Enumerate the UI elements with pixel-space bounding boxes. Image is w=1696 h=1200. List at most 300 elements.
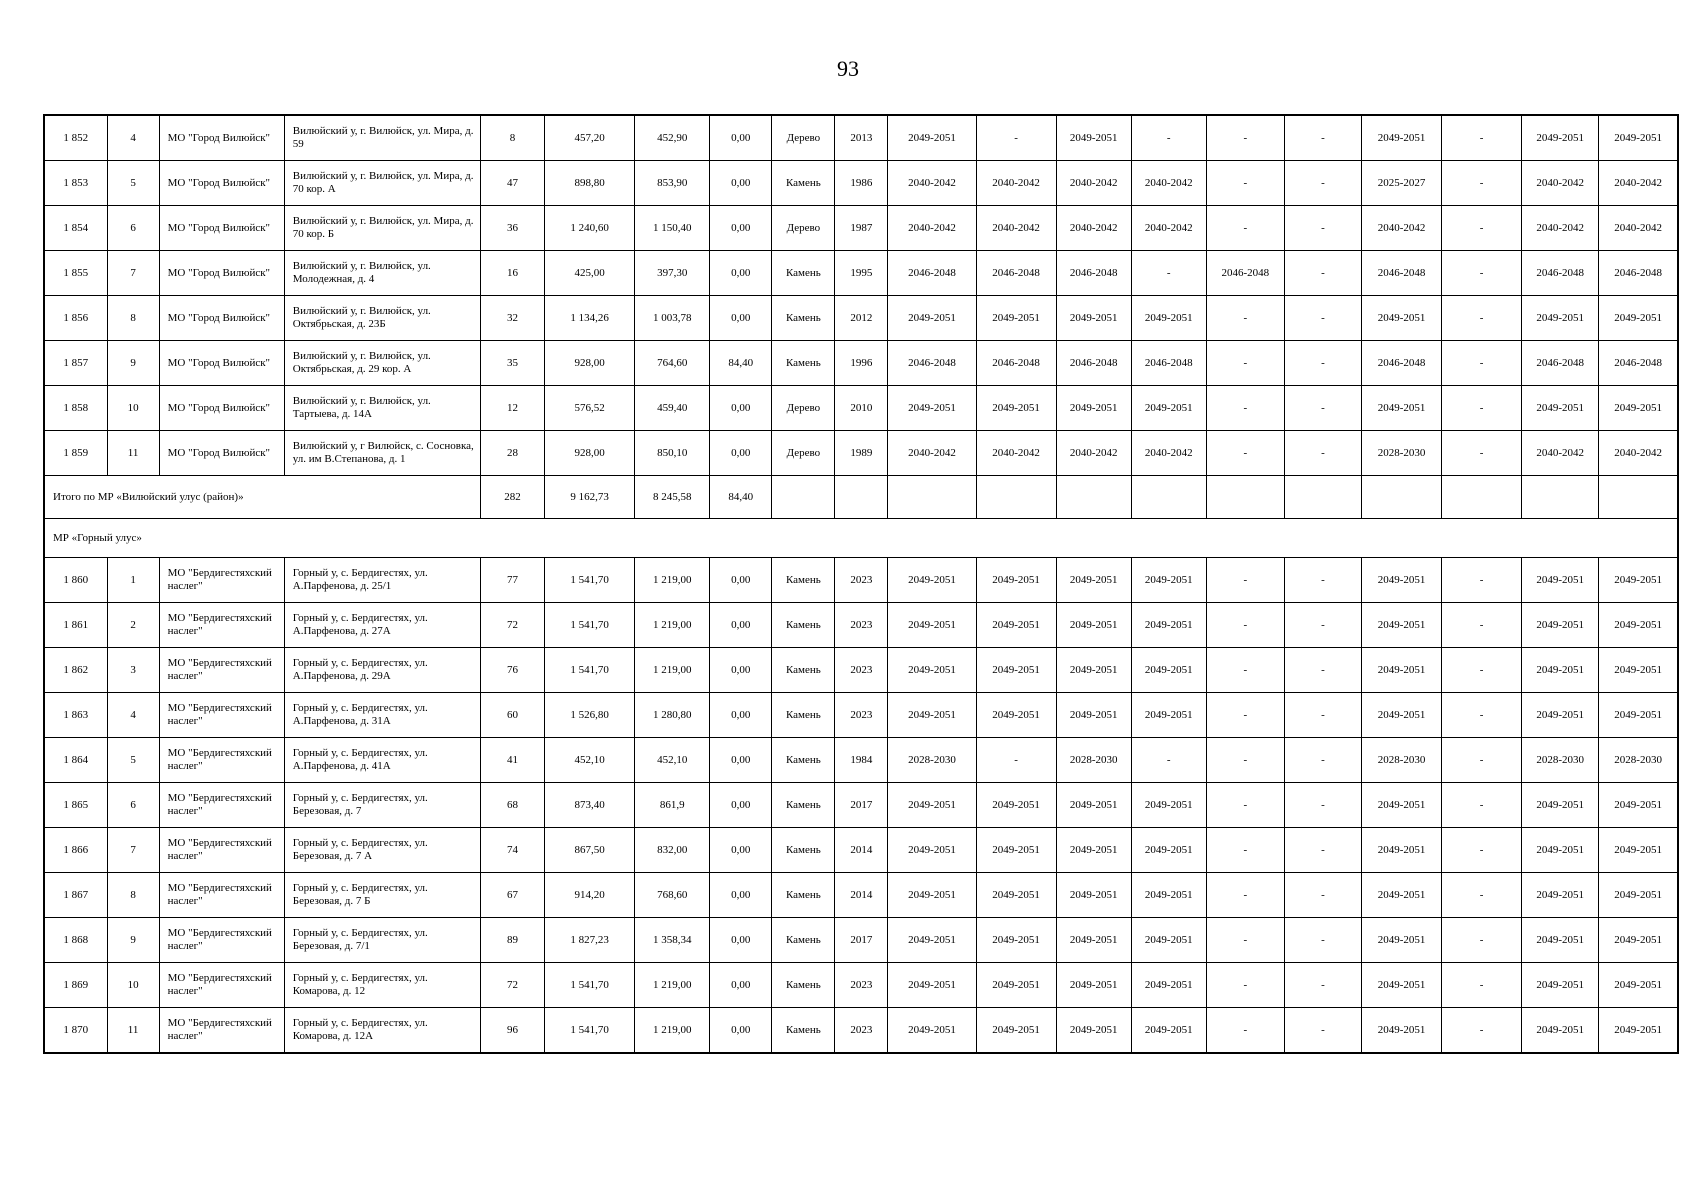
table-cell: 1 134,26 <box>545 296 635 341</box>
table-cell: 2049-2051 <box>1361 828 1441 873</box>
table-cell: 1 860 <box>44 558 107 603</box>
table-cell: 2049-2051 <box>1522 558 1599 603</box>
table-cell: 2046-2048 <box>1056 251 1131 296</box>
table-cell: 8 <box>481 115 545 161</box>
table-cell: 2040-2042 <box>1522 206 1599 251</box>
table-cell: - <box>1442 341 1522 386</box>
table-row <box>44 206 1678 251</box>
table-cell: 2049-2051 <box>1361 918 1441 963</box>
table-cell: 2046-2048 <box>1361 341 1441 386</box>
table-cell: 873,40 <box>545 783 635 828</box>
table-row <box>44 431 1678 476</box>
table-cell: 452,10 <box>635 738 710 783</box>
summary-area-living: 8 245,58 <box>635 476 710 519</box>
table-cell: - <box>1131 115 1206 161</box>
table-cell: 0,00 <box>710 431 772 476</box>
table-cell: 457,20 <box>545 115 635 161</box>
table-cell: Дерево <box>772 386 835 431</box>
table-cell: Горный у, с. Бердигестях, ул. Комарова, д. 12А <box>284 1008 480 1054</box>
table-cell: 2040-2042 <box>1599 161 1678 206</box>
table-cell: 2040-2042 <box>976 431 1056 476</box>
table-cell: Горный у, с. Бердигестях, ул. Березовая, д. 7 Б <box>284 873 480 918</box>
table-cell: Камень <box>772 603 835 648</box>
table-cell: - <box>1442 873 1522 918</box>
table-cell: 452,10 <box>545 738 635 783</box>
table-cell: 2049-2051 <box>1599 783 1678 828</box>
table-cell: 2049-2051 <box>1361 963 1441 1008</box>
table-cell: 2040-2042 <box>1599 206 1678 251</box>
table-cell: - <box>1442 161 1522 206</box>
table-cell: 6 <box>107 206 159 251</box>
table-cell: 0,00 <box>710 693 772 738</box>
table-cell: 928,00 <box>545 341 635 386</box>
table-cell: 425,00 <box>545 251 635 296</box>
table-cell: 2049-2051 <box>888 603 976 648</box>
table-cell: - <box>1442 251 1522 296</box>
table-cell: МО "Бердигестяхский наслег" <box>159 963 284 1008</box>
table-cell: 41 <box>481 738 545 783</box>
table-row <box>44 963 1678 1008</box>
table-cell: Камень <box>772 738 835 783</box>
table-cell: 11 <box>107 431 159 476</box>
table-cell: 2049-2051 <box>1131 648 1206 693</box>
table-cell: - <box>1442 206 1522 251</box>
table-cell: 2049-2051 <box>976 558 1056 603</box>
table-cell: Горный у, с. Бердигестях, ул. А.Парфенова, д. 29А <box>284 648 480 693</box>
table-cell: 2049-2051 <box>1131 963 1206 1008</box>
table-cell: 2049-2051 <box>1056 386 1131 431</box>
table-cell: Горный у, с. Бердигестях, ул. Березовая, д. 7 <box>284 783 480 828</box>
table-row <box>44 251 1678 296</box>
table-cell: 2049-2051 <box>1131 386 1206 431</box>
table-cell: - <box>1206 386 1284 431</box>
table-cell: МО "Бердигестяхский наслег" <box>159 738 284 783</box>
table-cell: 928,00 <box>545 431 635 476</box>
table-cell: 0,00 <box>710 918 772 963</box>
table-cell: 2040-2042 <box>1361 206 1441 251</box>
table-cell: 764,60 <box>635 341 710 386</box>
table-cell: 84,40 <box>710 341 772 386</box>
table-cell: - <box>976 738 1056 783</box>
table-row <box>44 693 1678 738</box>
table-cell: - <box>1442 963 1522 1008</box>
table-cell: 1 857 <box>44 341 107 386</box>
table-cell: 0,00 <box>710 873 772 918</box>
table-cell: 2049-2051 <box>1522 115 1599 161</box>
table-row <box>44 873 1678 918</box>
table-cell: 0,00 <box>710 828 772 873</box>
table-cell: 2049-2051 <box>1361 115 1441 161</box>
table-cell: 1 541,70 <box>545 963 635 1008</box>
table-cell: 2049-2051 <box>1056 296 1131 341</box>
table-cell: 2049-2051 <box>1599 828 1678 873</box>
table-cell: 2046-2048 <box>1522 341 1599 386</box>
table-cell: - <box>1442 828 1522 873</box>
table-cell: 1 541,70 <box>545 558 635 603</box>
table-cell: 2049-2051 <box>1131 918 1206 963</box>
table-row <box>44 558 1678 603</box>
table-cell: МО "Бердигестяхский наслег" <box>159 693 284 738</box>
table-cell: 2049-2051 <box>888 648 976 693</box>
table-cell: 2028-2030 <box>1599 738 1678 783</box>
table-cell: 5 <box>107 738 159 783</box>
table-cell: 2046-2048 <box>1206 251 1284 296</box>
table-cell: 1 863 <box>44 693 107 738</box>
table-cell: 1 003,78 <box>635 296 710 341</box>
table-cell: 2049-2051 <box>1131 693 1206 738</box>
table-cell: 2049-2051 <box>1056 873 1131 918</box>
table-cell: 0,00 <box>710 783 772 828</box>
table-cell: Камень <box>772 296 835 341</box>
table-cell: - <box>1206 828 1284 873</box>
table-cell: 2049-2051 <box>1361 648 1441 693</box>
table-cell: 9 <box>107 918 159 963</box>
table-cell: 0,00 <box>710 558 772 603</box>
table-cell: 6 <box>107 783 159 828</box>
table-cell: Горный у, с. Бердигестях, ул. А.Парфенова, д. 25/1 <box>284 558 480 603</box>
table-cell: 2040-2042 <box>888 431 976 476</box>
table-cell: - <box>1442 558 1522 603</box>
table-cell: 77 <box>481 558 545 603</box>
table-cell: 2049-2051 <box>1522 963 1599 1008</box>
table-cell: 2049-2051 <box>1056 828 1131 873</box>
table-cell: 2049-2051 <box>1056 648 1131 693</box>
table-cell: 1987 <box>835 206 888 251</box>
table-cell: - <box>1284 206 1361 251</box>
table-cell: Горный у, с. Бердигестях, ул. А.Парфенова, д. 31А <box>284 693 480 738</box>
table-cell: 0,00 <box>710 963 772 1008</box>
table-cell: 2049-2051 <box>1056 963 1131 1008</box>
table-cell: 2046-2048 <box>1599 341 1678 386</box>
table-row <box>44 603 1678 648</box>
table-cell: 1 868 <box>44 918 107 963</box>
table-cell: 1 861 <box>44 603 107 648</box>
table-cell: 68 <box>481 783 545 828</box>
table-cell: 7 <box>107 251 159 296</box>
table-cell: 2049-2051 <box>1599 386 1678 431</box>
table-cell: 2012 <box>835 296 888 341</box>
table-row <box>44 1008 1678 1054</box>
table-cell: 2049-2051 <box>1522 648 1599 693</box>
table-cell: 2049-2051 <box>1361 873 1441 918</box>
table-cell: - <box>1284 828 1361 873</box>
table-cell: 2049-2051 <box>1361 693 1441 738</box>
table-cell: 1986 <box>835 161 888 206</box>
table-cell: 1 219,00 <box>635 648 710 693</box>
table-cell: 1 358,34 <box>635 918 710 963</box>
table-cell: 2049-2051 <box>1361 603 1441 648</box>
table-cell: - <box>1131 251 1206 296</box>
table-cell: 2017 <box>835 918 888 963</box>
table-cell: - <box>1284 873 1361 918</box>
table-cell: - <box>1206 206 1284 251</box>
table-cell: 2023 <box>835 963 888 1008</box>
table-cell: - <box>1284 918 1361 963</box>
table-cell: 0,00 <box>710 738 772 783</box>
table-cell: 2023 <box>835 1008 888 1054</box>
table-cell: 1 870 <box>44 1008 107 1054</box>
table-cell: 2046-2048 <box>1599 251 1678 296</box>
table-cell: - <box>1284 648 1361 693</box>
table-cell: 1 280,80 <box>635 693 710 738</box>
table-cell: 0,00 <box>710 386 772 431</box>
table-cell: 2049-2051 <box>976 386 1056 431</box>
table-cell: 2049-2051 <box>976 918 1056 963</box>
table-cell: Камень <box>772 873 835 918</box>
table-cell: 2049-2051 <box>1522 693 1599 738</box>
table-cell: 10 <box>107 963 159 1008</box>
table-cell: 2040-2042 <box>976 161 1056 206</box>
table-cell: 2046-2048 <box>1131 341 1206 386</box>
table-cell: 16 <box>481 251 545 296</box>
table-cell: 867,50 <box>545 828 635 873</box>
table-cell: - <box>1206 648 1284 693</box>
table-cell: 2049-2051 <box>1599 918 1678 963</box>
gorny-rows <box>44 558 1678 1054</box>
table-cell: Камень <box>772 161 835 206</box>
table-cell: Камень <box>772 693 835 738</box>
table-cell: 2049-2051 <box>1056 693 1131 738</box>
table-cell: - <box>1206 783 1284 828</box>
table-cell: 2049-2051 <box>1131 783 1206 828</box>
table-cell: 1 150,40 <box>635 206 710 251</box>
table-cell: 2028-2030 <box>1056 738 1131 783</box>
table-cell: 36 <box>481 206 545 251</box>
table-cell: - <box>1442 386 1522 431</box>
table-cell: - <box>1284 603 1361 648</box>
table-cell: Камень <box>772 648 835 693</box>
table-cell: 1 <box>107 558 159 603</box>
table-cell: МО "Город Вилюйск" <box>159 341 284 386</box>
table-cell: 1 862 <box>44 648 107 693</box>
table-cell: - <box>1442 693 1522 738</box>
table-cell: 2049-2051 <box>1131 296 1206 341</box>
table-cell: - <box>1442 738 1522 783</box>
table-cell: 1996 <box>835 341 888 386</box>
vilyuy-rows <box>44 115 1678 476</box>
table-cell: - <box>1206 603 1284 648</box>
table-cell: 2049-2051 <box>1599 603 1678 648</box>
table-cell: 2040-2042 <box>1131 161 1206 206</box>
table-cell: Горный у, с. Бердигестях, ул. Комарова, д. 12 <box>284 963 480 1008</box>
table-cell: 2049-2051 <box>888 828 976 873</box>
table-cell: 1 240,60 <box>545 206 635 251</box>
table-cell: 8 <box>107 296 159 341</box>
table-row <box>44 828 1678 873</box>
table-cell: 1 219,00 <box>635 963 710 1008</box>
region-label: МР «Горный улус» <box>44 519 1678 558</box>
table-cell: Вилюйский у, г. Вилюйск, ул. Молодежная, д. 4 <box>284 251 480 296</box>
table-cell: 1 858 <box>44 386 107 431</box>
table-cell: 4 <box>107 115 159 161</box>
table-cell: 2023 <box>835 648 888 693</box>
table-cell: 853,90 <box>635 161 710 206</box>
table-cell: 76 <box>481 648 545 693</box>
table-cell: 2049-2051 <box>1361 1008 1441 1054</box>
table-cell: - <box>1206 873 1284 918</box>
table-cell: 32 <box>481 296 545 341</box>
table-cell: 2049-2051 <box>888 558 976 603</box>
table-cell: 2049-2051 <box>1056 783 1131 828</box>
table-cell: 2049-2051 <box>1361 783 1441 828</box>
table-cell: Вилюйский у, г Вилюйск, с. Сосновка, ул. им В.Степанова, д. 1 <box>284 431 480 476</box>
table-cell: 0,00 <box>710 206 772 251</box>
table-cell: Вилюйский у, г. Вилюйск, ул. Мира, д. 70 кор. А <box>284 161 480 206</box>
table-cell: МО "Бердигестяхский наслег" <box>159 828 284 873</box>
table-cell: 2023 <box>835 603 888 648</box>
table-cell: 0,00 <box>710 115 772 161</box>
table-cell: 2049-2051 <box>976 963 1056 1008</box>
table-cell: 2049-2051 <box>888 296 976 341</box>
housing-register-table <box>43 114 1679 1054</box>
table-cell: Горный у, с. Бердигестях, ул. А.Парфенова, д. 27А <box>284 603 480 648</box>
table-cell: - <box>1206 115 1284 161</box>
table-cell: 2040-2042 <box>1056 161 1131 206</box>
table-cell: Камень <box>772 918 835 963</box>
table-cell: 861,9 <box>635 783 710 828</box>
table-cell: 2049-2051 <box>1522 296 1599 341</box>
table-cell: МО "Город Вилюйск" <box>159 296 284 341</box>
table-cell: 2025-2027 <box>1361 161 1441 206</box>
table-cell: - <box>1284 296 1361 341</box>
table-cell: 0,00 <box>710 648 772 693</box>
table-row <box>44 386 1678 431</box>
table-cell: 35 <box>481 341 545 386</box>
table-cell: 2049-2051 <box>1599 296 1678 341</box>
table-cell: МО "Бердигестяхский наслег" <box>159 558 284 603</box>
table-cell: 2049-2051 <box>1599 558 1678 603</box>
table-cell: Дерево <box>772 206 835 251</box>
table-cell: 1 867 <box>44 873 107 918</box>
table-cell: - <box>1442 296 1522 341</box>
table-cell: 2040-2042 <box>1599 431 1678 476</box>
table-cell: 2049-2051 <box>1361 296 1441 341</box>
table-cell: 2049-2051 <box>888 115 976 161</box>
table-cell: 768,60 <box>635 873 710 918</box>
table-cell: 2049-2051 <box>1131 1008 1206 1054</box>
table-cell: 28 <box>481 431 545 476</box>
table-cell: 72 <box>481 603 545 648</box>
table-cell: - <box>1442 115 1522 161</box>
table-row <box>44 783 1678 828</box>
table-cell: - <box>976 115 1056 161</box>
table-cell: 2049-2051 <box>1056 1008 1131 1054</box>
table-cell: 832,00 <box>635 828 710 873</box>
table-cell: 2017 <box>835 783 888 828</box>
table-cell: - <box>1206 693 1284 738</box>
table-cell: МО "Бердигестяхский наслег" <box>159 648 284 693</box>
table-cell: 2046-2048 <box>888 251 976 296</box>
table-cell: 3 <box>107 648 159 693</box>
table-cell: Камень <box>772 828 835 873</box>
table-cell: Камень <box>772 341 835 386</box>
table-cell: 2049-2051 <box>1056 115 1131 161</box>
table-cell: 2028-2030 <box>1361 431 1441 476</box>
table-cell: 2049-2051 <box>1056 603 1131 648</box>
table-cell: МО "Бердигестяхский наслег" <box>159 1008 284 1054</box>
table-cell: МО "Город Вилюйск" <box>159 386 284 431</box>
table-cell: 2028-2030 <box>1522 738 1599 783</box>
table-cell: 2023 <box>835 693 888 738</box>
table-cell: 2046-2048 <box>888 341 976 386</box>
table-cell: 1 219,00 <box>635 603 710 648</box>
vilyuy-summary <box>44 476 1678 558</box>
table-cell: 2049-2051 <box>888 918 976 963</box>
table-cell: 10 <box>107 386 159 431</box>
table-cell: 2049-2051 <box>1522 873 1599 918</box>
table-cell: Вилюйский у, г. Вилюйск, ул. Мира, д. 59 <box>284 115 480 161</box>
table-cell: МО "Город Вилюйск" <box>159 251 284 296</box>
summary-area-nonliving: 84,40 <box>710 476 772 519</box>
table-cell: МО "Бердигестяхский наслег" <box>159 783 284 828</box>
table-cell: 1 541,70 <box>545 1008 635 1054</box>
table-cell: - <box>1284 693 1361 738</box>
table-cell: 2013 <box>835 115 888 161</box>
table-cell: Горный у, с. Бердигестях, ул. Березовая, д. 7 А <box>284 828 480 873</box>
table-cell: 7 <box>107 828 159 873</box>
table-cell: - <box>1206 918 1284 963</box>
table-cell: 2049-2051 <box>1599 963 1678 1008</box>
table-cell: 2023 <box>835 558 888 603</box>
table-cell: - <box>1442 918 1522 963</box>
table-cell: - <box>1284 386 1361 431</box>
table-cell: 2010 <box>835 386 888 431</box>
table-cell: 89 <box>481 918 545 963</box>
table-cell: 1989 <box>835 431 888 476</box>
table-row <box>44 161 1678 206</box>
table-cell: 1 869 <box>44 963 107 1008</box>
table-cell: 2049-2051 <box>1131 873 1206 918</box>
table-cell: 12 <box>481 386 545 431</box>
table-cell: 2040-2042 <box>1522 161 1599 206</box>
table-cell: 8 <box>107 873 159 918</box>
table-cell: МО "Город Вилюйск" <box>159 431 284 476</box>
table-cell: - <box>1206 738 1284 783</box>
table-cell: Горный у, с. Бердигестях, ул. Березовая, д. 7/1 <box>284 918 480 963</box>
table-cell: - <box>1284 1008 1361 1054</box>
table-row <box>44 918 1678 963</box>
table-cell: Вилюйский у, г. Вилюйск, ул. Октябрьская, д. 29 кор. А <box>284 341 480 386</box>
table-cell: 2040-2042 <box>888 206 976 251</box>
table-cell: 67 <box>481 873 545 918</box>
table-cell: - <box>1284 251 1361 296</box>
summary-row <box>44 476 1678 519</box>
table-cell: МО "Бердигестяхский наслег" <box>159 918 284 963</box>
table-cell: 2046-2048 <box>976 341 1056 386</box>
table-cell: 1 856 <box>44 296 107 341</box>
table-cell: 1 219,00 <box>635 1008 710 1054</box>
table-row <box>44 341 1678 386</box>
summary-area-total: 9 162,73 <box>545 476 635 519</box>
table-cell: 2049-2051 <box>1522 918 1599 963</box>
table-cell: Вилюйский у, г. Вилюйск, ул. Октябрьская, д. 23Б <box>284 296 480 341</box>
table-cell: Камень <box>772 783 835 828</box>
table-cell: Дерево <box>772 431 835 476</box>
table-cell: 11 <box>107 1008 159 1054</box>
table-cell: 1995 <box>835 251 888 296</box>
table-cell: Камень <box>772 1008 835 1054</box>
table-cell: 2049-2051 <box>888 1008 976 1054</box>
table-cell: 47 <box>481 161 545 206</box>
summary-residents: 282 <box>481 476 545 519</box>
table-cell: 2014 <box>835 873 888 918</box>
table-cell: 2049-2051 <box>1599 873 1678 918</box>
table-cell: МО "Город Вилюйск" <box>159 206 284 251</box>
table-cell: - <box>1206 161 1284 206</box>
table-cell: Вилюйский у, г. Вилюйск, ул. Тартыева, д. 14А <box>284 386 480 431</box>
table-row <box>44 648 1678 693</box>
table-cell: 1 864 <box>44 738 107 783</box>
